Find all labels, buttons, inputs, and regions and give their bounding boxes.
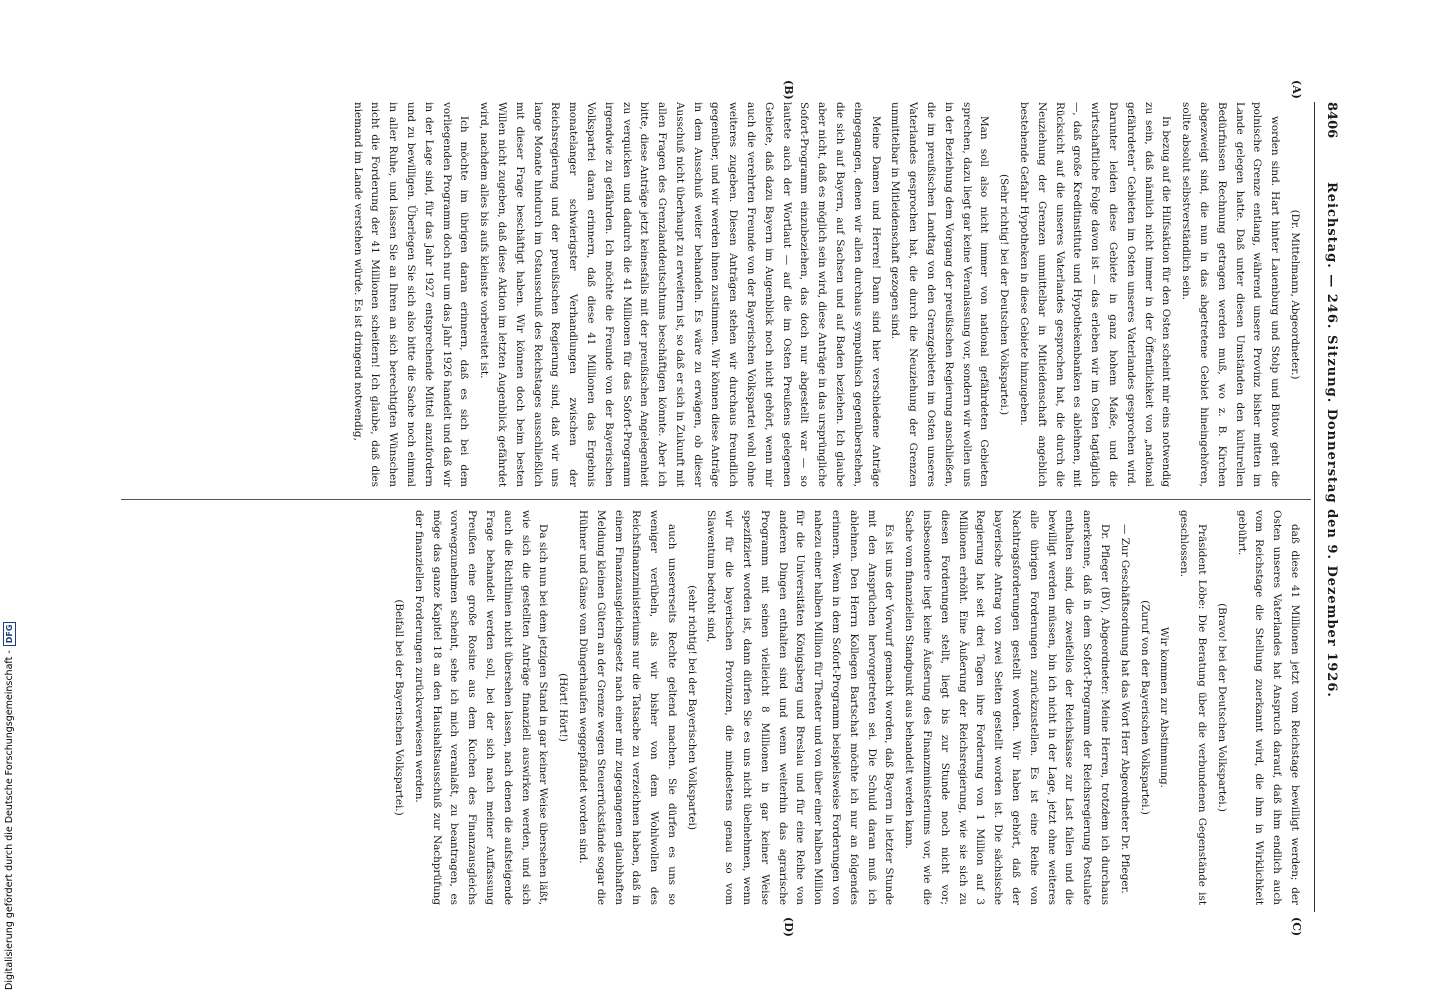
paragraph: Es ist uns der Vorwurf gemacht worden, daß Bayern in letzter Stunde mit den Ansprüchen hervorgetreten sei. Die Schuld daran muß ich ablehnen. Den Herrn Kollegen Bartschat möchte ich nur an folgendes erinnern. Wenn in dem Sofort-Programm beispielsweise Forderungen von nahezu einer halben Million für Theater und von über einer halben Million für die Universitäten Königsberg und Breslau und für eine Reihe von anderen Dingen enthalten sind und wenn weiterhin das agrarische Programm mit seinen vielleicht 8 Millionen in gar keiner Weise spezifiziert worden ist, dann dürfen Sie es uns nicht übelnehmen, wenn wir für die bayerischen Provinzen, die mindestens genau so vom Slawentum bedroht sind, (705, 510, 896, 905)
column-divider (121, 499, 1311, 500)
speaker-paragraph: Dr. Pfleger (BV), Abgeordneter: Meine Herren, trotzdem ich durchaus anerkenne, daß in dem Sofort-Programm der Reichsregierung Postulate enthalten sind, die zweifellos der Reichskasse zur Last fallen und die bewilligt werden müssen, bin ich nicht in der Lage, jetzt ohne weiteres alle übrigen Forderungen zurückzustellen. Es ist eine Reihe von Nachtragsforderungen gestellt worden. Wir haben gehört, daß der bayerische Antrag von zwei Seiten gestellt worden ist. Die sächsische Regierung hat seit drei Tagen ihre Forderung von 1 Million auf 3 Millionen erhöht. Eine Äußerung der Reichsregierung, wie sie sich zu diesen Forderungen stellt, liegt bis zur Stunde noch nicht vor; insbesondere liegt keine Äußerung des Finanzministeriums vor, wie die Sache vom finanziellen Standpunkt aus behandelt werden kann. (903, 510, 1112, 905)
margin-marker-b: (B) (782, 80, 795, 100)
digitization-credit (2, 0, 16, 990)
right-column (123, 510, 1303, 905)
margin-marker-d: (D) (782, 917, 795, 937)
page-header (1314, 102, 1343, 912)
paragraph: Man soll also nicht immer von national gefährdeten Gebieten sprechen, dazu liegt gar keine Veranlassung vor, sondern wir wollen uns in der Beziehung dem Vorgang der preußischen Regierung anschließen, die im preußischen Landtag von den Grenzgebieten im Osten unseres Vaterlandes gesprochen hat, die durch die Neuziehung der Grenzen unmittelbar in Mitleidenschaft gezogen sind. (889, 102, 991, 487)
margin-marker-c: (C) (1290, 917, 1303, 937)
credit-text: Digitalisierung gefördert durch die Deutsche Forschungsgemeinschaft - (3, 650, 15, 990)
applause-note: (Beifall bei der Bayerischen Volkspartei.) (392, 599, 405, 816)
paragraph: Meine Damen und Herren! Dann sind hier verschiedene Anträge eingegangen, denen wir allen durchaus sympathisch gegenüberstehen, die sich auf Bayern, auf Sachsen und auf Baden beziehen. Ich glaube aber nicht, daß es möglich sein wird, diese Anträge in das ursprüngliche Sofort-Programm einzubeziehen, das doch nur abgestellt war — so lautete auch der Wortlaut — auf die im Osten Preußens gelegenen Gebiete, daß dazu Bayern im Augenblick noch nicht gehört, wenn mir auch die verehrten Freunde von der Bayerischen Volkspartei wohl ohne weiteres zugeben. Diesen Anträgen stehen wir durchaus freundlich gegenüber, und wir werden ihnen zustimmen. Wir können diese Anträge in dem Ausschuß weiter behandeln. Es wäre zu erwägen, ob dieser Ausschuß nicht überhaupt zu erweitern ist, so daß er sich in Zukunft mit allen Fragen des Grenzlanddeutschtums beschäftigen könnte. Aber ich bitte, diese Anträge jetzt keinesfalls mit der preußischen Angelegenheit zu verquicken und dadurch die 41 Millionen für das Sofort-Programm irgendwie zu gefährden. Ich möchte die Freunde von der Bayerischen Volkspartei daran erinnern, daß diese 41 Millionen das Ergebnis monatelanger schwierigster Verhandlungen zwischen der Reichsregierung und der preußischen Regierung sind, daß wir uns lange Monate hindurch im Ostausschuß des Reichstages ausschließlich mit dieser Frage beschäftigt haben. Wir können doch beim besten Willen nicht zugeben, daß diese Aktion im letzten Augenblick gefährdet wird, nachdem alles bis aufs kleinste vorbereitet ist. (478, 102, 882, 487)
applause-note: (Bravo! bei der Deutschen Volkspartei.) (1215, 603, 1228, 812)
paragraph: Da sich nun bei dem jetzigen Stand in gar keiner Weise übersehen läßt, wie sich die gestellten Anträge finanziell auswirken werden, und sich auch die Richtlinien nicht übersehen lassen, nach denen die aufsteigende Frage behandelt werden soll, bei der sich nach meiner Auffassung Preußen eine große Rosine aus dem Kuchen des Finanzausgleichs vorwegzunehmen scheint, sehe ich mich veranlaßt, zu beantragen, es möge das ganze Kapitel 18 an den Haushaltsausschuß zur Nachprüfung der finanziellen Forderungen zurückverwiesen werden. (412, 510, 550, 905)
paragraph: worden sind. Hart hinter Lauenburg und Stolp und Bütow geht die polnische Grenze entlang, während unsere Provinz bisher mitten im Lande gelegen hatte. Daß unter diesen Umständen den kulturellen Bedürfnissen Rechnung getragen werden muß, wo z. B. Kirchen abgezweigt sind, die nun in das abgetretene Gebiet hineingehören, sollte absolut selbstverständlich sein. (1180, 102, 1282, 487)
document-page (113, 80, 1343, 937)
applause-note: (Sehr richtig! bei der Deutschen Volkspartei.) (998, 173, 1011, 416)
paragraph: In bezug auf die Hilfsaktion für den Osten scheint mir eins notwendig zu sein, daß nämlich nicht immer in der Öffentlichkeit von „national gefährdeten“ Gebieten im Osten unseres Vaterlandes gesprochen wird. Darunter leiden diese Gebiete in ganz hohem Maße, und die wirtschaftliche Folge davon ist — das erleben wir im Osten tagtäglich —, daß große Kreditinstitute und Hypothekenbanken es ablehnen, mit Rücksicht auf die unseres Vaterlandes gesprochen hat, die durch die Neuziehung der Grenzen unmittelbar in Mitleidenschaft angeblich bestehende Gefahr Hypotheken in diese Gebiete hinzugeben. (1018, 102, 1173, 487)
paragraph: Ich möchte im übrigen daran erinnern, daß es sich bei dem vorliegenden Programm doch nur um das Jahr 1926 handelt und daß wir in der Lage sind, für das Jahr 1927 entsprechende Mittel anzufordern und zu bewilligen. Überlegen Sie sich also bitte die Sache noch einmal in aller Ruhe, und lassen Sie an Ihren an sich berechtigten Wünschen nicht die Forderung der 41 Millionen scheitern! Ich glaube, daß dies niemand im Lande verstehen würde. Es ist dringend notwendig, (351, 102, 471, 487)
speaker-continuation: (Dr. Mittelmann, Abgeordneter.) (1289, 209, 1301, 380)
paragraph: — Zur Geschäftsordnung hat das Wort Herr Abgeordneter Dr. Pfleger. (1118, 524, 1131, 894)
page-title: Reichstag. — 246. Sitzung. Donnerstag den 9. Dezember 1926. (1324, 182, 1339, 698)
margin-marker-a: (A) (1290, 80, 1303, 99)
applause-note: (sehr richtig! bei der Bayerischen Volkspartei) (685, 585, 698, 830)
paragraph: Wir kommen zur Abstimmung. (1158, 627, 1171, 788)
left-column (123, 102, 1303, 487)
interjection: (Zuruf von der Bayerischen Volkspartei.) (1138, 600, 1151, 815)
paragraph: daß diese 41 Millionen jetzt vom Reichstage bewilligt werden; der Osten unseres Vaterlandes hat Anspruch darauf, daß ihm endlich auch vom Reichstage die Stellung zuerkannt wird, die ihm in Wirklichkeit gebührt. (1235, 510, 1301, 905)
dfg-logo: DFG (3, 622, 16, 647)
interjection: (Hört! Hört!) (557, 673, 570, 742)
page-number: 8406 (1324, 102, 1339, 139)
paragraph: auch unsererseits Rechte geltend machen. Sie dürfen es uns so weniger verübeln, als wir bisher von dem Wohlwollen des Reichsfinanzministeriums nur die Tatsache zu verzeichnen haben, daß in einem Finanzausgleichsgesetz nach einer mir zugegangenen glaubhaften Meldung kleinen Gütern an der Grenze wegen Steuerrückstände sogar die Hühner und Gänse vom Düngerhaufen weggepfändet worden sind. (576, 510, 678, 905)
president-statement: Präsident Löbe: Die Beratung über die verbundenen Gegenstände ist geschlossen. (1178, 510, 1209, 905)
